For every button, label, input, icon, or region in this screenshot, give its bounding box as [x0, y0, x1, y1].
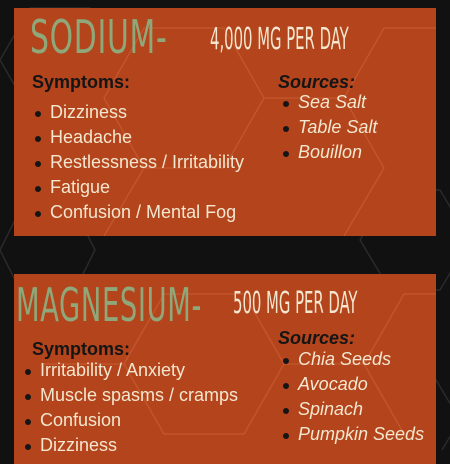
magnesium-dose: 500 MG PER DAY: [233, 286, 358, 321]
magnesium-symptoms-heading: Symptoms:: [32, 339, 131, 359]
list-item: Irritability / Anxiety: [22, 358, 238, 383]
list-item: Bouillon: [280, 140, 377, 165]
sodium-symptoms-list: [32, 100, 244, 225]
list-item: Headache: [32, 125, 244, 150]
list-item: Restlessness / Irritability: [32, 150, 244, 175]
list-item: Pumpkin Seeds: [280, 422, 424, 447]
sodium-card: [14, 8, 436, 236]
magnesium-title: MAGNESIUM-: [16, 278, 202, 332]
list-item: Dizziness: [22, 433, 238, 458]
magnesium-sources-heading: Sources:: [278, 328, 356, 348]
sodium-title: SODIUM-: [30, 10, 168, 64]
list-item: Chia Seeds: [280, 347, 424, 372]
list-item: Spinach: [280, 397, 424, 422]
list-item: Confusion: [22, 408, 238, 433]
list-item: Muscle spasms / cramps: [22, 383, 238, 408]
magnesium-card: [14, 274, 436, 464]
sodium-dose: 4,000 MG PER DAY: [210, 22, 349, 57]
magnesium-symptoms-list: [22, 358, 238, 458]
list-item: Confusion / Mental Fog: [32, 200, 244, 225]
sodium-symptoms-heading: Symptoms:: [32, 72, 131, 92]
list-item: Dizziness: [32, 100, 244, 125]
list-item: Fatigue: [32, 175, 244, 200]
magnesium-sources-list: [280, 347, 424, 447]
sodium-sources-heading: Sources:: [278, 72, 356, 92]
sodium-sources-list: [280, 90, 377, 165]
list-item: Sea Salt: [280, 90, 377, 115]
list-item: Table Salt: [280, 115, 377, 140]
list-item: Avocado: [280, 372, 424, 397]
